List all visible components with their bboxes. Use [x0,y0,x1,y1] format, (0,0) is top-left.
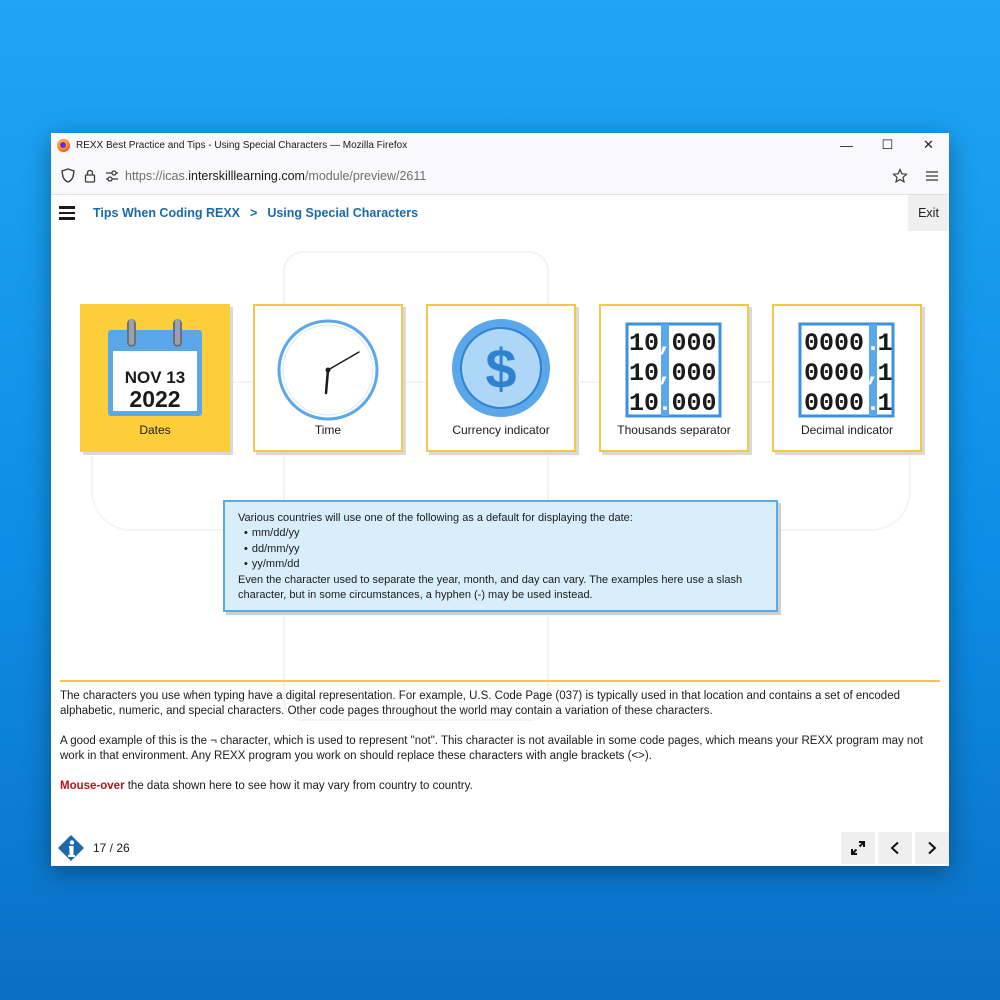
currency-symbol: $ [485,337,517,400]
next-page-button[interactable] [915,832,949,864]
card-currency[interactable] [426,304,576,452]
browser-window [51,133,949,866]
thousands-row-1-right: 000 [671,329,717,358]
decimal-row-3-left: 0000 [803,389,865,418]
calendar-year: 2022 [129,386,181,412]
infobox-outro: Even the character used to separate the year, month, and day can vary. The examples here use a slash character, but in some circumstances, a hyphen (-) may be used instead. [238,573,743,602]
bookmark-star-icon[interactable] [889,165,911,187]
card-label-time: Time [314,423,342,437]
breadcrumb-separator: > [250,206,258,220]
thousands-row-3-left: 10 [628,389,660,418]
permissions-icon[interactable] [101,165,123,187]
breadcrumb-parent[interactable]: Tips When Coding REXX [93,206,240,220]
list-item: • yy/mm/dd [238,557,763,572]
info-icon[interactable] [57,834,85,862]
browser-toolbar [51,157,949,195]
shield-icon[interactable] [57,165,79,187]
previous-page-button[interactable] [878,832,912,864]
mouseover-text: the data shown here to see how it may vary from country to country. [124,780,473,792]
chevron-left-icon [889,841,901,855]
list-item: • dd/mm/yy [238,542,763,557]
menu-icon[interactable] [51,195,83,231]
card-label-thousands: Thousands separator [617,423,731,437]
date-format-list [238,526,763,572]
lesson-content [51,231,949,830]
navigation-controls [838,832,949,864]
card-thousands-separator[interactable] [599,304,749,452]
calendar-month-day: NOV 13 [124,368,186,387]
decimal-row-2-left: 0000 [803,359,865,388]
body-paragraph-2: A good example of this is the ¬ character, which is used to represent "not". This character is not available in some code pages, which means your REXX program may not work in that environment. Any REXX program you work on should replace these characters with angle brackets (<>). [60,735,923,762]
expand-icon [850,840,866,856]
title-bar [51,133,949,157]
decimal-row-3-right: 1 [877,389,893,418]
exit-button[interactable]: Exit [908,195,949,231]
infobox-intro: Various countries will use one of the following as a default for displaying the date: [238,512,633,524]
breadcrumb-current: Using Special Characters [267,206,419,220]
firefox-logo-icon [57,139,70,152]
content-divider [60,680,940,682]
chevron-right-icon [926,841,938,855]
card-time[interactable] [253,304,403,452]
decimal-row-2-right: 1 [877,359,893,388]
decimal-row-1-right: 1 [877,329,893,358]
card-decimal-indicator[interactable] [772,304,922,452]
url-path: /module/preview/2611 [304,168,427,183]
decimal-row-1-left: 0000 [803,329,865,358]
list-item: • mm/dd/yy [238,526,763,541]
close-button[interactable]: ✕ [923,137,934,152]
character-cards [80,304,922,452]
page-counter: 17 / 26 [93,841,130,855]
thousands-row-1-sep: , [657,329,673,358]
date-format-infobox [223,500,778,612]
fullscreen-button[interactable] [841,832,875,864]
decimal-row-2-sep: , [865,359,881,388]
thousands-row-2-right: 000 [671,359,717,388]
course-footer [51,830,949,866]
card-label-currency: Currency indicator [452,423,550,437]
body-paragraph-3 [60,779,937,794]
decimal-row-3-sep: . [865,389,881,418]
body-paragraph-1: The characters you use when typing have a digital representation. For example, U.S. Code Page (037) is typically used in that location and contains a set of encoded alphabetic, numeric, and special characters. Other code pages throughout the world may contain a variation of these characters. [60,690,900,717]
lock-icon[interactable] [79,165,101,187]
thousands-row-1-left: 10 [628,329,660,358]
card-label-dates: Dates [139,423,171,437]
card-dates[interactable] [80,304,230,452]
thousands-row-3-right: 000 [671,389,717,418]
minimize-button[interactable]: — [840,137,853,153]
maximize-button[interactable]: ☐ [881,137,894,152]
thousands-row-2-left: 10 [628,359,660,388]
thousands-row-2-sep: , [657,359,673,388]
url-host: interskilllearning.com [188,168,305,183]
course-header [51,195,949,231]
url-prefix: https://icas. [125,168,189,183]
app-menu-icon[interactable] [921,165,943,187]
card-label-decimal: Decimal indicator [800,423,894,437]
address-bar[interactable] [125,161,911,191]
window-title: REXX Best Practice and Tips - Using Special Characters — Mozilla Firefox [76,139,408,151]
mouseover-label: Mouse-over [60,780,125,792]
decimal-row-1-sep: . [865,329,881,358]
thousands-row-3-sep: . [657,389,673,418]
